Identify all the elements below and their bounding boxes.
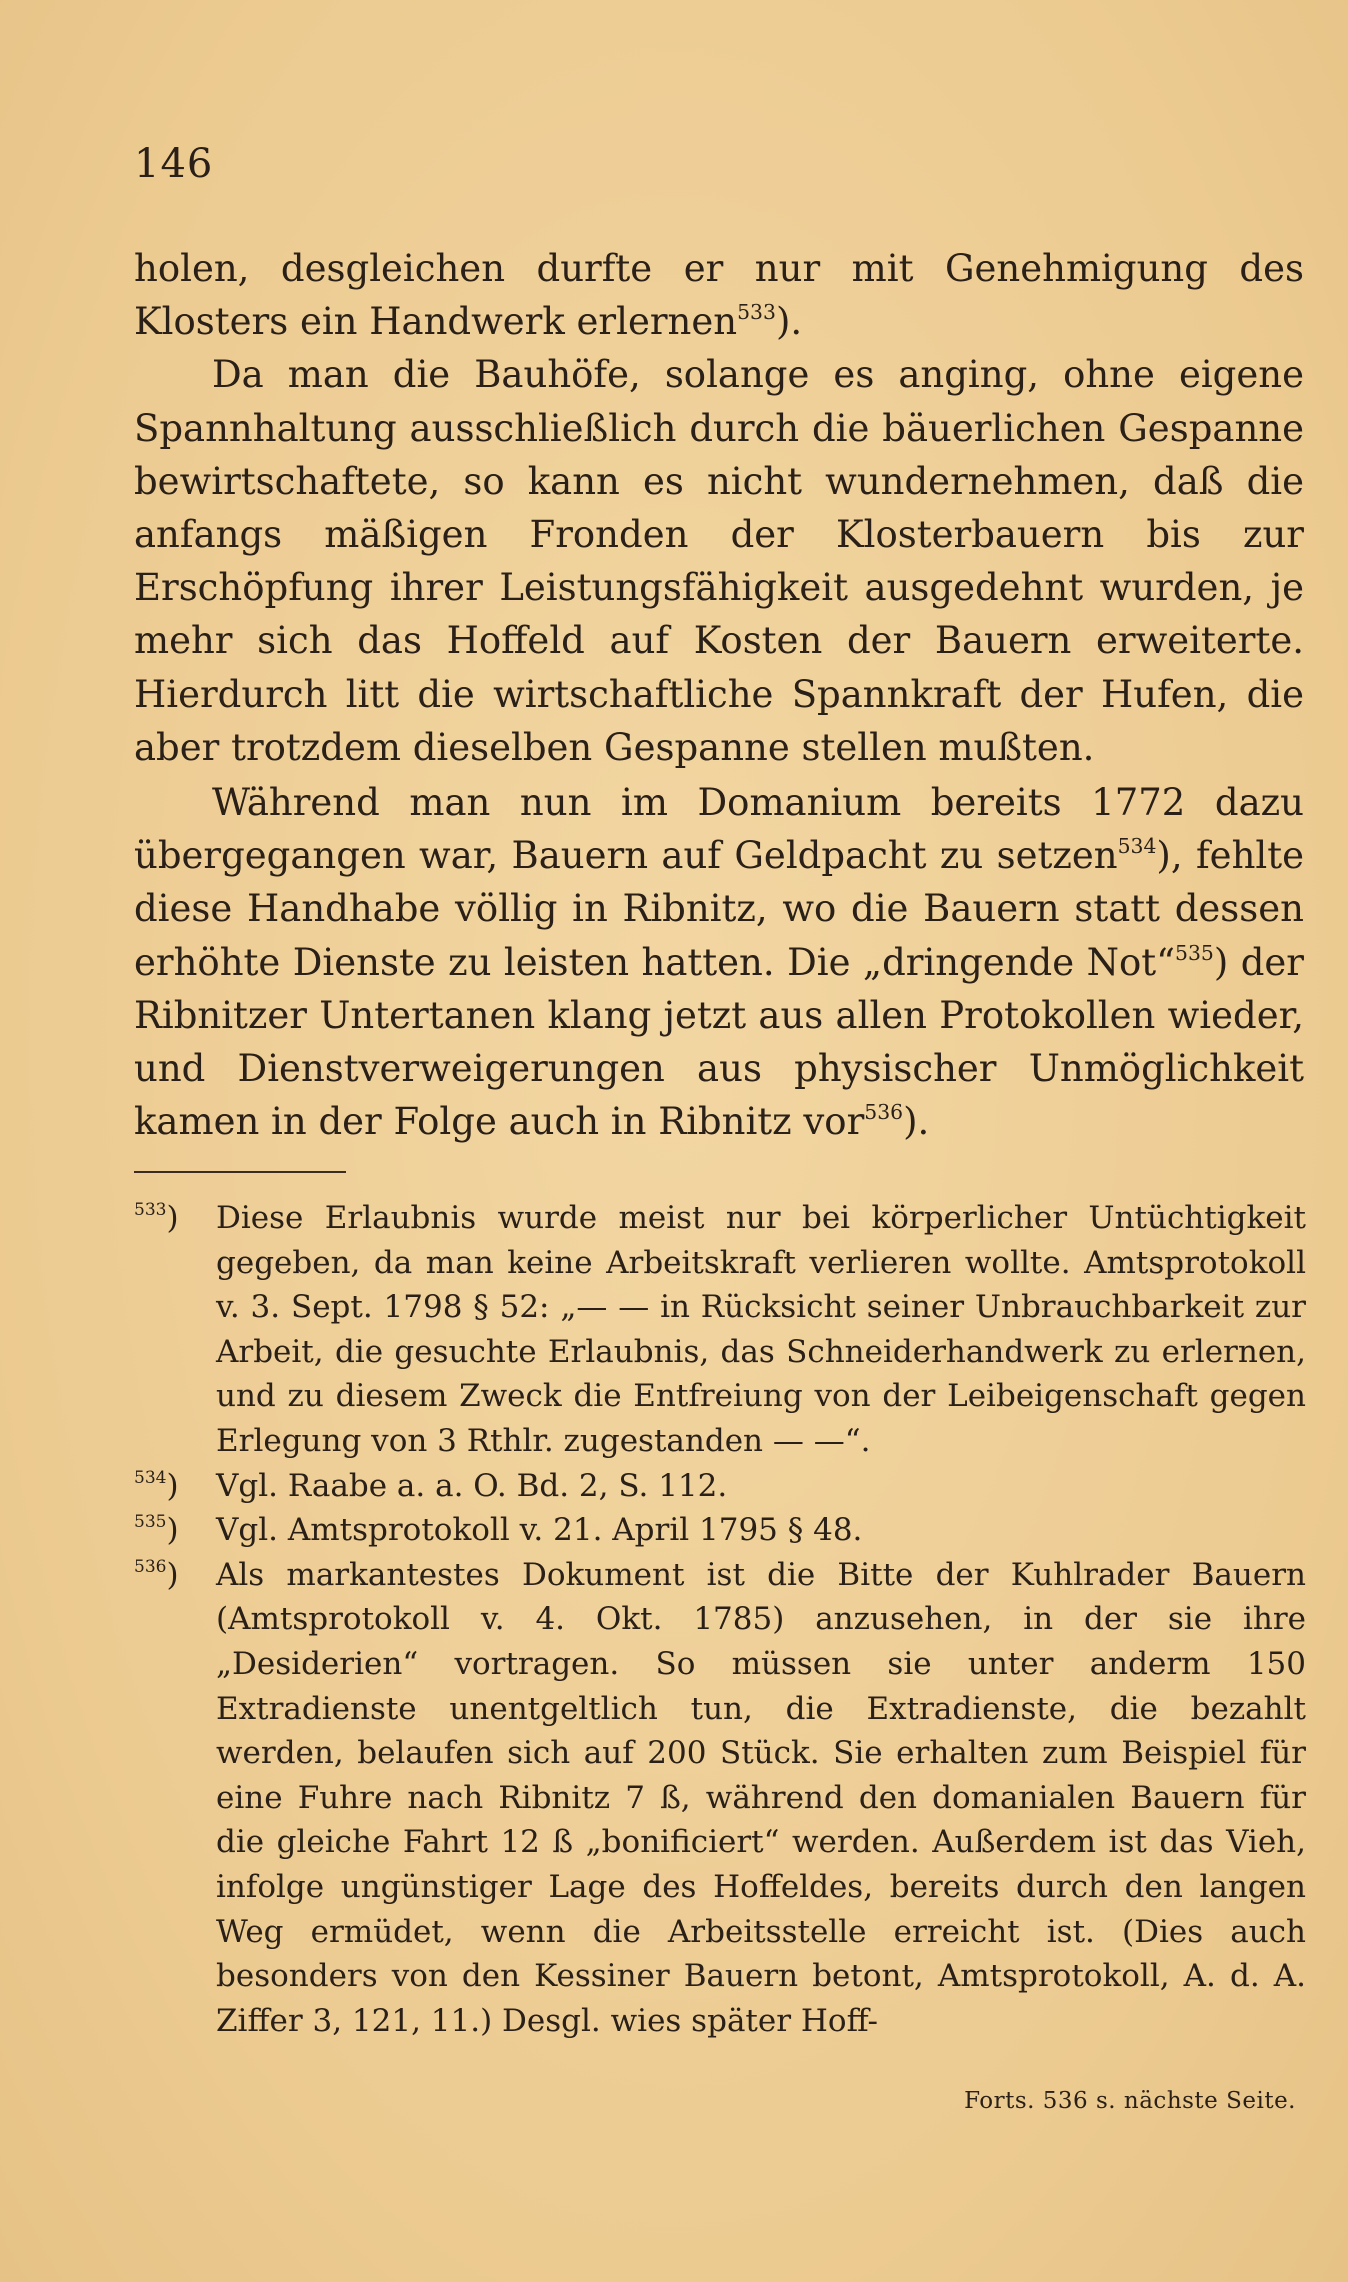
- footnote-text: Vgl. Raabe a. a. O. Bd. 2, S. 112.: [216, 1467, 728, 1504]
- footnote-number: $^{536}$): [134, 1556, 179, 1593]
- paragraph-3-part-a: Während man nun im Domanium bereits 1772 dazu übergegangen war, Bauern auf Geldpacht zu setzen: [134, 781, 1304, 878]
- paragraph-1-text: holen, desgleichen durfte er nur mit Genehmigung des Klosters ein Handwerk erlernen: [134, 247, 1304, 344]
- footnote-number: $^{535}$): [134, 1512, 179, 1549]
- footnote-text: Diese Erlaubnis wurde meist nur bei körperlicher Untüchtigkeit gegeben, da man keine Arbeitskraft verlieren wollte. Amtsprotokoll v. 3. Sept. 1798 § 52: „— — in Rücksicht seiner Unbrauchbarkeit zur Arbeit, die gesuchte Erlaubnis, das Schneiderhandwerk zu erlernen, und zu diesem Zweck die Entfreiung von der Leibeigenschaft gegen Erlegung von 3 Rthlr. zugestanden — —“.: [216, 1200, 1306, 1459]
- footnote-536: [134, 1553, 1306, 2044]
- footnote-number: $^{533}$): [134, 1200, 179, 1236]
- footnote-533: [134, 1196, 1306, 1464]
- footnote-535: [134, 1508, 1306, 1553]
- paragraph-3-part-b: ), fehlte diese Handhabe völlig in Ribnitz, wo die Bauern statt dessen erhöhte Dienste zu leisten hatten. Die „dringende Not“: [134, 834, 1304, 984]
- footnote-text: Vgl. Amtsprotokoll v. 21. April 1795 § 48.: [216, 1512, 863, 1549]
- footnote-ref-536[interactable]: 536: [864, 1100, 904, 1124]
- paragraph-3-part-c: ) der Ribnitzer Untertanen klang jetzt aus allen Protokollen wieder, und Dienstverweigerungen aus physischer Unmöglichkeit kamen in der Folge auch in Ribnitz vor: [134, 940, 1304, 1144]
- paragraph-2: Da man die Bauhöfe, solange es anging, ohne eigene Spannhaltung ausschließlich durch die bäuerlichen Gespanne bewirtschaftete, so kann es nicht wundernehmen, daß die anfangs mäßigen Fronden der Klosterbauern bis zur Erschöpfung ihrer Leistungsfähigkeit ausgedehnt wurden, je mehr sich das Hoffeld auf Kosten der Bauern erweiterte. Hierdurch litt die wirtschaftliche Spannkraft der Hufen, die aber trotzdem dieselben Gespanne stellen mußten.: [134, 353, 1304, 769]
- footnote-separator: [134, 1171, 346, 1173]
- footnote-534: [134, 1464, 1306, 1509]
- footnote-number: $^{534}$): [134, 1467, 179, 1504]
- footnote-text: Als markantestes Dokument ist die Bitte der Kuhlrader Bauern (Amtsprotokoll v. 4. Okt. 1785) anzusehen, in der sie ihre „Desiderien“ vortragen. So müssen sie unter anderm 150 Extradienste unentgeltlich tun, die Extradienste, die bezahlt werden, belaufen sich auf 200 Stück. Sie erhalten zum Beispiel für eine Fuhre nach Ribnitz 7 ß, während den domanialen Bauern für die gleiche Fahrt 12 ß „bonificiert“ werden. Außerdem ist das Vieh, infolge ungünstiger Lage des Hoffeldes, bereits durch den langen Weg ermüdet, wenn die Arbeitsstelle erreicht ist. (Dies auch besonders von den Kessiner Bauern betont, Amtsprotokoll, A. d. A. Ziffer 3, 121, 11.) Desgl. wies später Hoff-: [216, 1556, 1306, 2039]
- page-number: 146: [134, 141, 214, 187]
- paragraph-3: [134, 776, 1304, 1148]
- paragraph-3-end: ).: [903, 1100, 930, 1144]
- footnote-ref-533[interactable]: 533: [737, 299, 776, 324]
- footnote-ref-535[interactable]: 535: [1175, 940, 1214, 965]
- continuation-note: Forts. 536 s. nächste Seite.: [964, 2088, 1296, 2114]
- paragraph-1: [134, 242, 1304, 348]
- footnotes: [134, 1196, 1306, 2043]
- paragraph-1-end: ).: [775, 300, 803, 344]
- main-text: [134, 242, 1304, 1148]
- footnote-ref-534[interactable]: 534: [1117, 833, 1157, 858]
